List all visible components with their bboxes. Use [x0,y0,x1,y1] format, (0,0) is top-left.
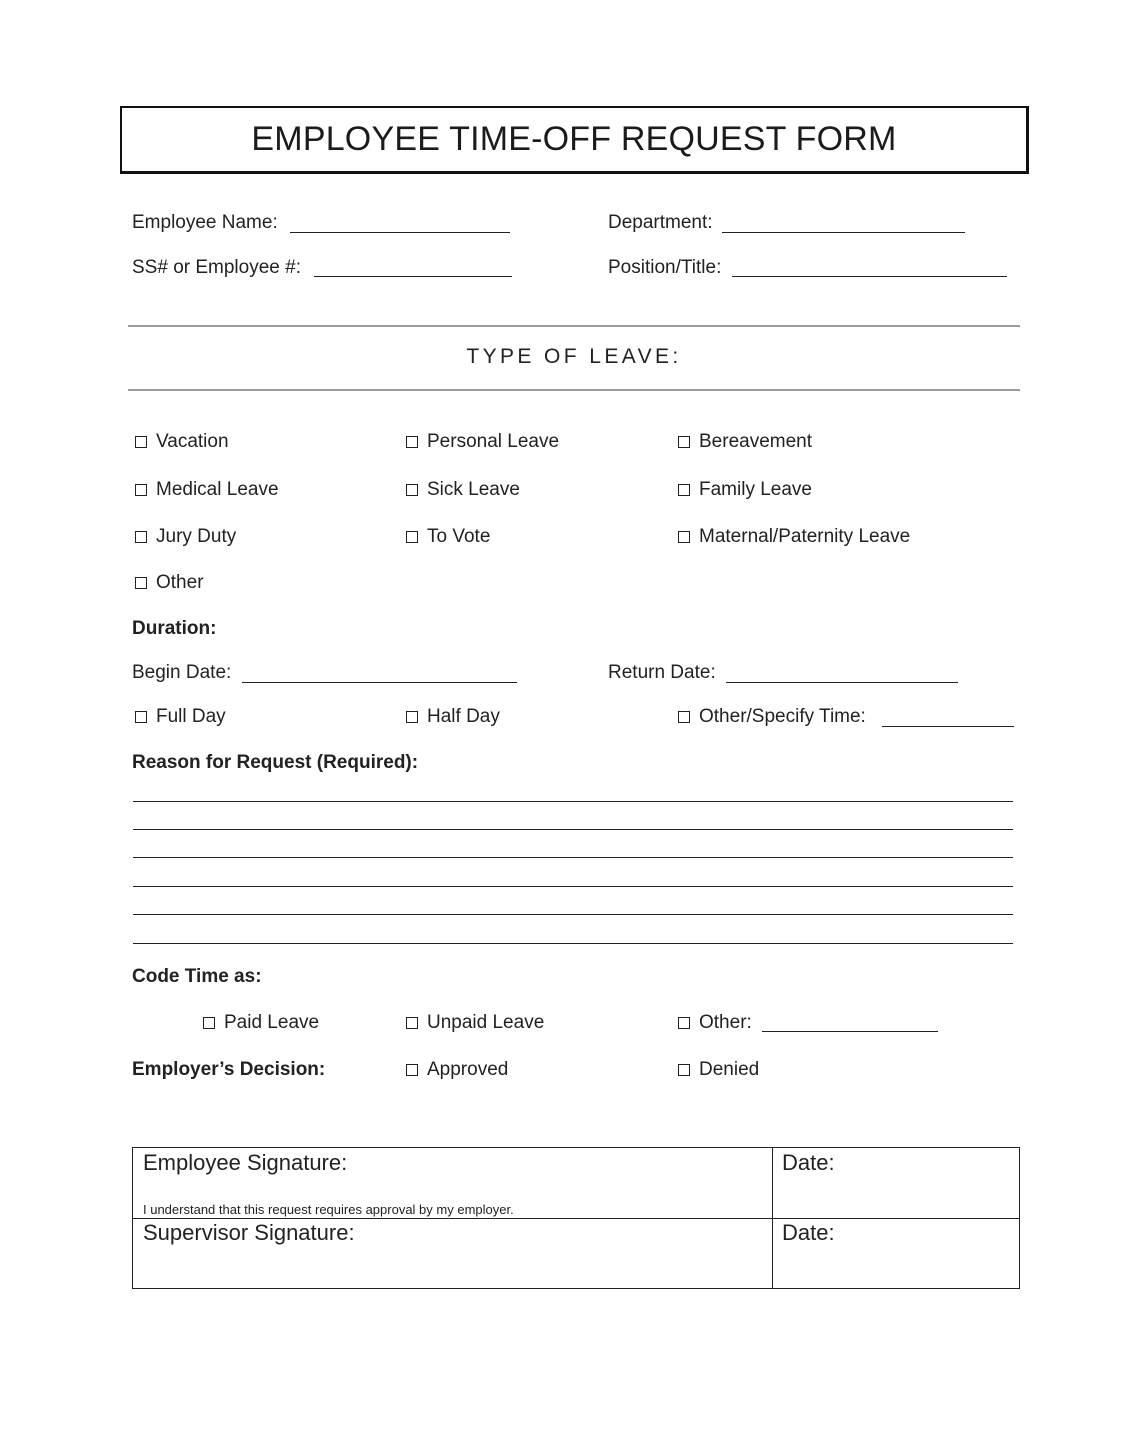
return-date-label: Return Date: [608,662,716,683]
checkbox-label: Family Leave [699,479,812,500]
section-divider-bottom [128,389,1020,391]
checkbox-denied[interactable] [678,1059,759,1081]
checkbox-square-icon [406,484,418,496]
reason-line[interactable] [133,857,1013,858]
approval-acknowledgement: I understand that this request requires approval by my employer. [143,1202,514,1217]
supervisor-signature-field[interactable] [135,1250,771,1287]
supervisor-date-field[interactable] [775,1250,1018,1287]
checkbox-square-icon [678,1064,690,1076]
employee-number-field[interactable] [314,276,512,277]
employee-number-label: SS# or Employee #: [132,257,301,278]
checkbox-half-day[interactable] [406,706,500,728]
checkbox-square-icon [406,1064,418,1076]
employee-date-field[interactable] [775,1150,1018,1216]
checkbox-square-icon [678,1017,690,1029]
reason-line[interactable] [133,943,1013,944]
employer-decision-heading: Employer’s Decision: [132,1059,326,1080]
checkbox-label: Other/Specify Time: [699,706,866,727]
department-field[interactable] [722,232,965,233]
employee-name-label: Employee Name: [132,212,278,233]
department-label: Department: [608,212,713,233]
checkbox-label: Approved [427,1059,509,1080]
form-title-box [120,106,1029,174]
checkbox-bereavement[interactable] [678,431,812,453]
checkbox-label: Bereavement [699,431,813,452]
checkbox-sick-leave[interactable] [406,479,520,501]
checkbox-full-day[interactable] [135,706,226,728]
checkbox-square-icon [135,577,147,589]
checkbox-label: Personal Leave [427,431,560,452]
type-of-leave-heading: TYPE OF LEAVE: [466,345,682,368]
checkbox-other-code[interactable] [678,1012,752,1034]
checkbox-label: Full Day [156,706,226,727]
checkbox-square-icon [678,531,690,543]
checkbox-label: Unpaid Leave [427,1012,545,1033]
reason-line[interactable] [133,829,1013,830]
form-title: EMPLOYEE TIME-OFF REQUEST FORM [251,120,897,158]
checkbox-label: Other: [699,1012,752,1033]
checkbox-label: Paid Leave [224,1012,320,1033]
signature-table-row-divider [132,1218,1020,1219]
reason-heading: Reason for Request (Required): [132,752,419,773]
checkbox-jury-duty[interactable] [135,526,236,548]
employee-signature-label: Employee Signature: [143,1150,348,1175]
employee-date-label: Date: [782,1150,835,1175]
checkbox-other-leave[interactable] [135,572,204,594]
reason-line[interactable] [133,886,1013,887]
checkbox-label: Maternal/Paternity Leave [699,526,911,547]
checkbox-medical-leave[interactable] [135,479,279,501]
checkbox-approved[interactable] [406,1059,508,1081]
checkbox-label: Jury Duty [156,526,237,547]
code-time-heading: Code Time as: [132,966,262,987]
other-code-field[interactable] [762,1031,938,1032]
checkbox-label: Denied [699,1059,760,1080]
checkbox-square-icon [406,531,418,543]
checkbox-square-icon [678,484,690,496]
reason-line[interactable] [133,914,1013,915]
checkbox-square-icon [135,711,147,723]
checkbox-square-icon [678,711,690,723]
checkbox-maternal-paternity-leave[interactable] [678,526,910,548]
duration-heading: Duration: [132,618,217,639]
position-label: Position/Title: [608,257,722,278]
checkbox-label: Medical Leave [156,479,279,500]
checkbox-square-icon [406,1017,418,1029]
begin-date-label: Begin Date: [132,662,232,683]
checkbox-label: Sick Leave [427,479,520,500]
checkbox-label: Half Day [427,706,500,727]
reason-line[interactable] [133,801,1013,802]
checkbox-unpaid-leave[interactable] [406,1012,544,1034]
begin-date-field[interactable] [242,682,517,683]
checkbox-square-icon [406,436,418,448]
checkbox-to-vote[interactable] [406,526,490,548]
position-field[interactable] [732,276,1007,277]
employee-name-field[interactable] [290,232,510,233]
checkbox-square-icon [135,436,147,448]
checkbox-square-icon [135,484,147,496]
supervisor-date-label: Date: [782,1220,835,1245]
checkbox-label: To Vote [427,526,491,547]
checkbox-square-icon [678,436,690,448]
employee-signature-field[interactable] [135,1150,771,1216]
checkbox-family-leave[interactable] [678,479,812,501]
checkbox-paid-leave[interactable] [203,1012,319,1034]
checkbox-square-icon [203,1017,215,1029]
other-time-field[interactable] [882,726,1014,727]
section-divider-top [128,325,1020,327]
checkbox-personal-leave[interactable] [406,431,559,453]
checkbox-other-specify-time[interactable] [678,706,866,728]
checkbox-vacation[interactable] [135,431,229,453]
checkbox-square-icon [135,531,147,543]
checkbox-label: Vacation [156,431,229,452]
checkbox-square-icon [406,711,418,723]
return-date-field[interactable] [726,682,958,683]
supervisor-signature-label: Supervisor Signature: [143,1220,355,1245]
checkbox-label: Other [156,572,204,593]
